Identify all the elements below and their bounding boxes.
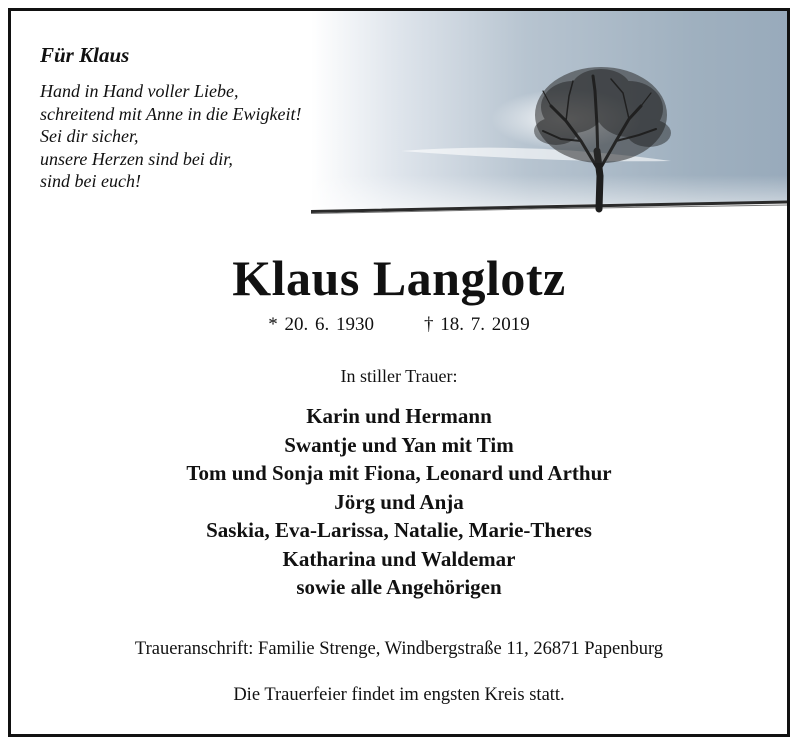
death-date: † 18. 7. 2019 <box>424 314 530 335</box>
deceased-name: Klaus Langlotz <box>232 250 566 306</box>
poem-line: schreitend mit Anne in die Ewigkeit! <box>40 103 302 124</box>
mourner-line: Tom und Sonja mit Fiona, Leonard und Arthur <box>186 461 612 485</box>
mourning-address: Traueranschrift: Familie Strenge, Windbergstraße 11, 26871 Papenburg <box>134 639 664 659</box>
mourners-list <box>11 402 787 602</box>
mourner-line: sowie alle Angehörigen <box>296 575 502 599</box>
ceremony-note: Die Trauerfeier findet im engsten Kreis statt. <box>233 685 565 705</box>
mourner-line: Jörg und Anja <box>334 489 464 514</box>
birth-date: * 20. 6. 1930 <box>268 314 374 335</box>
poem-line: unsere Herzen sind bei dir, <box>40 148 233 169</box>
poem-line: Hand in Hand voller Liebe, <box>40 81 239 101</box>
obituary-notice <box>8 8 790 737</box>
life-dates <box>11 314 787 336</box>
mourner-line: Swantje und Yan mit Tim <box>284 432 514 457</box>
poem-block <box>40 43 301 193</box>
tree-landscape-icon <box>311 11 790 233</box>
mourner-line: Karin und Hermann <box>306 404 492 428</box>
poem-line: sind bei euch! <box>40 171 141 191</box>
poem-title: Für Klaus <box>40 43 130 67</box>
mourning-intro: In stiller Trauer: <box>340 366 458 386</box>
mourner-line: Katharina und Waldemar <box>282 546 516 571</box>
poem-line: Sei dir sicher, <box>40 126 139 146</box>
mourner-line: Saskia, Eva-Larissa, Natalie, Marie-Theres <box>206 518 592 542</box>
